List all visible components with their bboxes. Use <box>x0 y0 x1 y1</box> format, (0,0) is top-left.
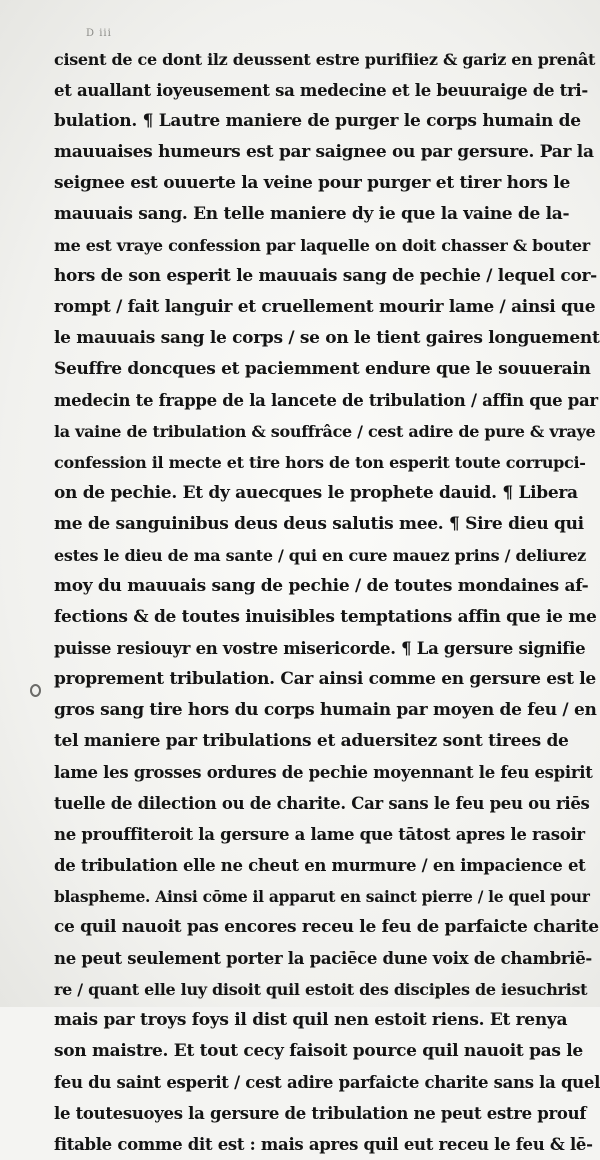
text-line: blaspheme. Ainsi cōme il apparut en sainct pierre / le quel pour <box>54 887 590 906</box>
text-line: mais par troys foys il dist quil nen estoit riens. Et renya <box>54 1010 568 1030</box>
text-line: gros sang tire hors du corps humain par moyen de feu / en <box>54 700 597 720</box>
text-line: on de pechie. Et dy auecques le prophete dauid. ¶ Libera <box>54 483 578 503</box>
text-line: feu du saint esperit / cest adire parfaicte charite sans la quel <box>54 1073 600 1092</box>
text-line: le toutesuoyes la gersure de tribulation ne peut estre prouf <box>54 1104 587 1123</box>
text-line: medecin te frappe de la lancete de tribulation / affin que par <box>54 391 598 410</box>
text-line: fections & de toutes inuisibles temptations affin que ie me <box>54 607 597 627</box>
text-line: et auallant ioyeusement sa medecine et le beuuraige de tri- <box>54 81 588 100</box>
text-line: me de sanguinibus deus deus salutis mee. ¶ Sire dieu qui <box>54 514 584 534</box>
text-line: confession il mecte et tire hors de ton esperit toute corrupci- <box>54 453 586 472</box>
text-line: lame les grosses ordures de pechie moyennant le feu espirit <box>54 763 593 782</box>
text-line: bulation. ¶ Lautre maniere de purger le corps humain de <box>54 111 581 131</box>
text-line: tuelle de dilection ou de charite. Car sans le feu peu ou riēs <box>54 794 590 813</box>
text-line: fitable comme dit est : mais apres quil eut receu le feu & lē- <box>54 1135 593 1154</box>
text-line: puisse resiouyr en vostre misericorde. ¶ La gersure signifie <box>54 639 586 658</box>
text-line: son maistre. Et tout cecy faisoit pource quil nauoit pas le <box>54 1041 583 1061</box>
text-block <box>54 44 600 1160</box>
text-line: moy du mauuais sang de pechie / de toutes mondaines af- <box>54 576 589 596</box>
text-line: ne prouffiteroit la gersure a lame que tātost apres le rasoir <box>54 825 585 844</box>
text-line: de tribulation elle ne cheut en murmure / en impacience et <box>54 856 586 875</box>
text-line: tel maniere par tribulations et aduersitez sont tirees de <box>54 731 569 751</box>
text-line: ce quil nauoit pas encores receu le feu de parfaicte charite <box>54 917 599 937</box>
margin-mark <box>30 684 41 697</box>
text-line: rompt / fait languir et cruellement mourir lame / ainsi que <box>54 297 596 317</box>
text-line: proprement tribulation. Car ainsi comme en gersure est le <box>54 669 596 689</box>
text-line: hors de son esperit le mauuais sang de pechie / lequel cor- <box>54 266 597 286</box>
text-line: ne peut seulement porter la paciēce dune voix de chambriē- <box>54 949 592 968</box>
text-line: re / quant elle luy disoit quil estoit des disciples de iesuchrist <box>54 980 588 999</box>
text-line: estes le dieu de ma sante / qui en cure mauez prins / deliurez <box>54 546 586 565</box>
text-line: mauuaises humeurs est par saignee ou par gersure. Par la <box>54 142 594 162</box>
signature-mark: D iii <box>86 28 112 39</box>
text-line: la vaine de tribulation & souffrâce / cest adire de pure & vraye <box>54 422 596 441</box>
text-line: cisent de ce dont ilz deussent estre purifiiez & gariz en prenât <box>54 50 596 69</box>
text-line: Seuffre doncques et paciemment endure que le souuerain <box>54 359 591 379</box>
text-line: me est vraye confession par laquelle on doit chasser & bouter <box>54 236 590 255</box>
text-line: seignee est ouuerte la veine pour purger et tirer hors le <box>54 173 570 193</box>
text-line: le mauuais sang le corps / se on le tient gaires longuement <box>54 328 600 348</box>
text-line: mauuais sang. En telle maniere dy ie que la vaine de la- <box>54 204 570 224</box>
